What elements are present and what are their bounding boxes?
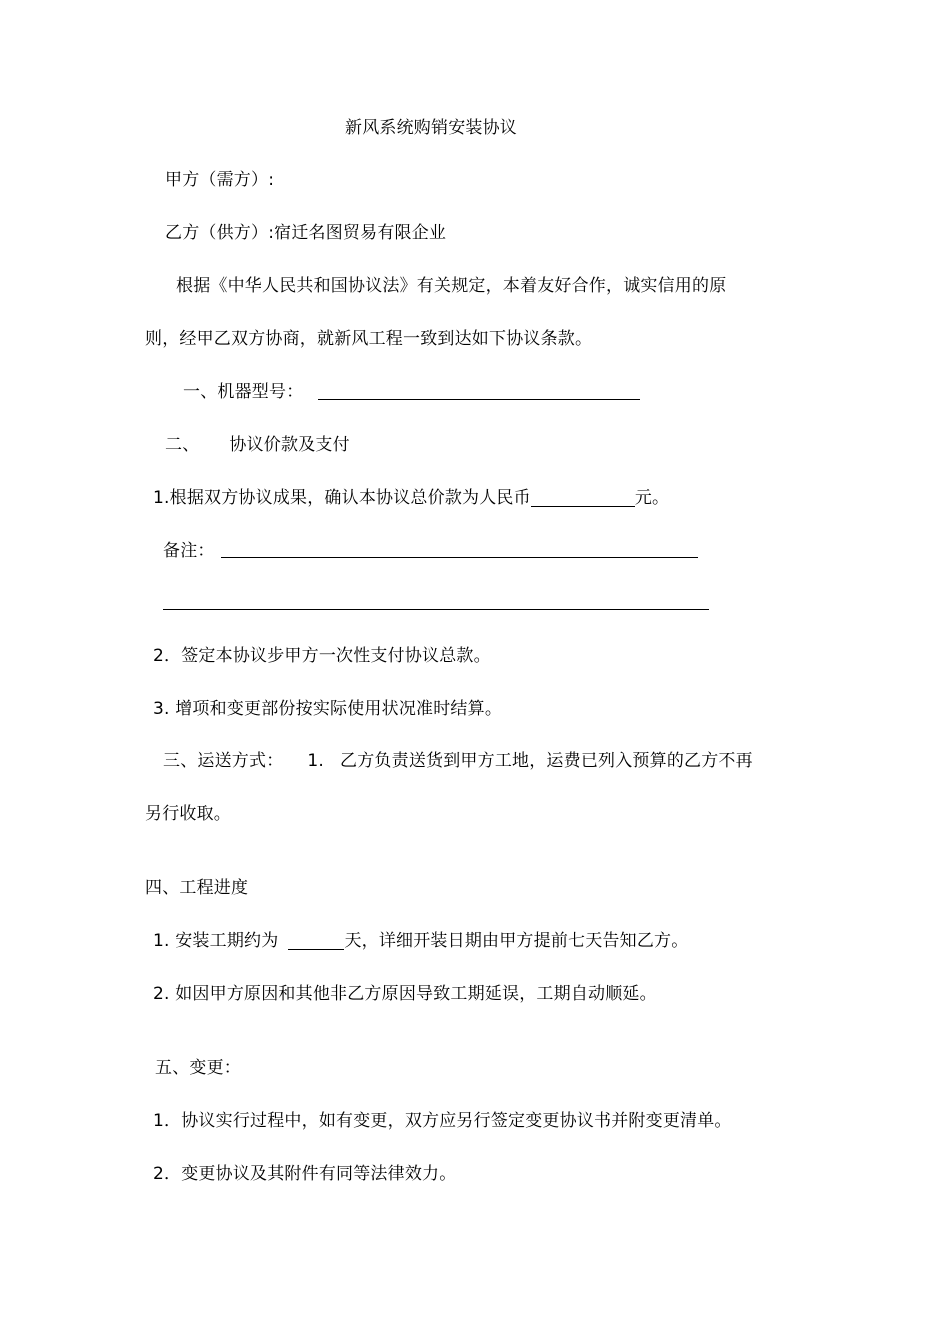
section-5-title: 五、变更： — [155, 1058, 241, 1078]
party-b: 乙方（供方）:宿迁名图贸易有限企业 — [165, 223, 447, 243]
section-3-item-1-continuation: 另行收取。 — [145, 804, 231, 824]
section-2-item-3: 3. 增项和变更部份按实际使用状况准时结算。 — [153, 699, 503, 719]
total-price-blank — [531, 488, 635, 507]
remark-blank-1 — [221, 557, 698, 558]
section-1-label: 一、机器型号： — [183, 382, 304, 402]
section-4-item-1 — [153, 929, 688, 953]
duration-days-blank — [288, 931, 344, 950]
section-3-item-1-text: 乙方负责送货到甲方工地，运费已列入预算的乙方不再 — [340, 751, 753, 771]
section-2-item-2: 2．签定本协议步甲方一次性支付协议总款。 — [153, 646, 491, 666]
intro-line-2: 则，经甲乙双方协商，就新风工程一致到达如下协议条款。 — [145, 329, 593, 349]
section-5-item-2: 2．变更协议及其附件有同等法律效力。 — [153, 1164, 457, 1184]
remark-label: 备注： — [163, 541, 215, 561]
section-2-item-1-prefix: 1.根据双方协议成果，确认本协议总价款为人民币 — [153, 488, 531, 508]
section-2-heading — [165, 433, 350, 457]
intro-line-1: 根据《中华人民共和国协议法》有关规定，本着友好合作，诚实信用的原 — [176, 276, 727, 296]
section-2-title: 协议价款及支付 — [229, 435, 350, 455]
section-2-item-1-suffix: 元。 — [634, 488, 670, 508]
section-4-title: 四、工程进度 — [145, 878, 249, 898]
section-2-item-1 — [153, 486, 669, 510]
party-a: 甲方（需方）: — [165, 170, 275, 190]
machine-model-blank — [318, 399, 640, 400]
section-3-label: 三、运送方式： — [163, 751, 284, 771]
document-title: 新风系统购销安装协议 — [345, 118, 517, 138]
section-4-item-1-suffix: 天，详细开装日期由甲方提前七天告知乙方。 — [344, 931, 689, 951]
section-5-item-1: 1．协议实行过程中，如有变更，双方应另行签定变更协议书并附变更清单。 — [153, 1111, 732, 1131]
section-4-item-1-prefix: 1. 安装工期约为 — [153, 931, 279, 951]
section-4-item-2: 2. 如因甲方原因和其他非乙方原因导致工期延误，工期自动顺延。 — [153, 984, 657, 1004]
remark-blank-2 — [163, 609, 709, 610]
section-3-item-1-number: 1. — [307, 751, 325, 771]
section-2-number: 二、 — [165, 435, 200, 455]
section-3-line — [163, 749, 753, 773]
